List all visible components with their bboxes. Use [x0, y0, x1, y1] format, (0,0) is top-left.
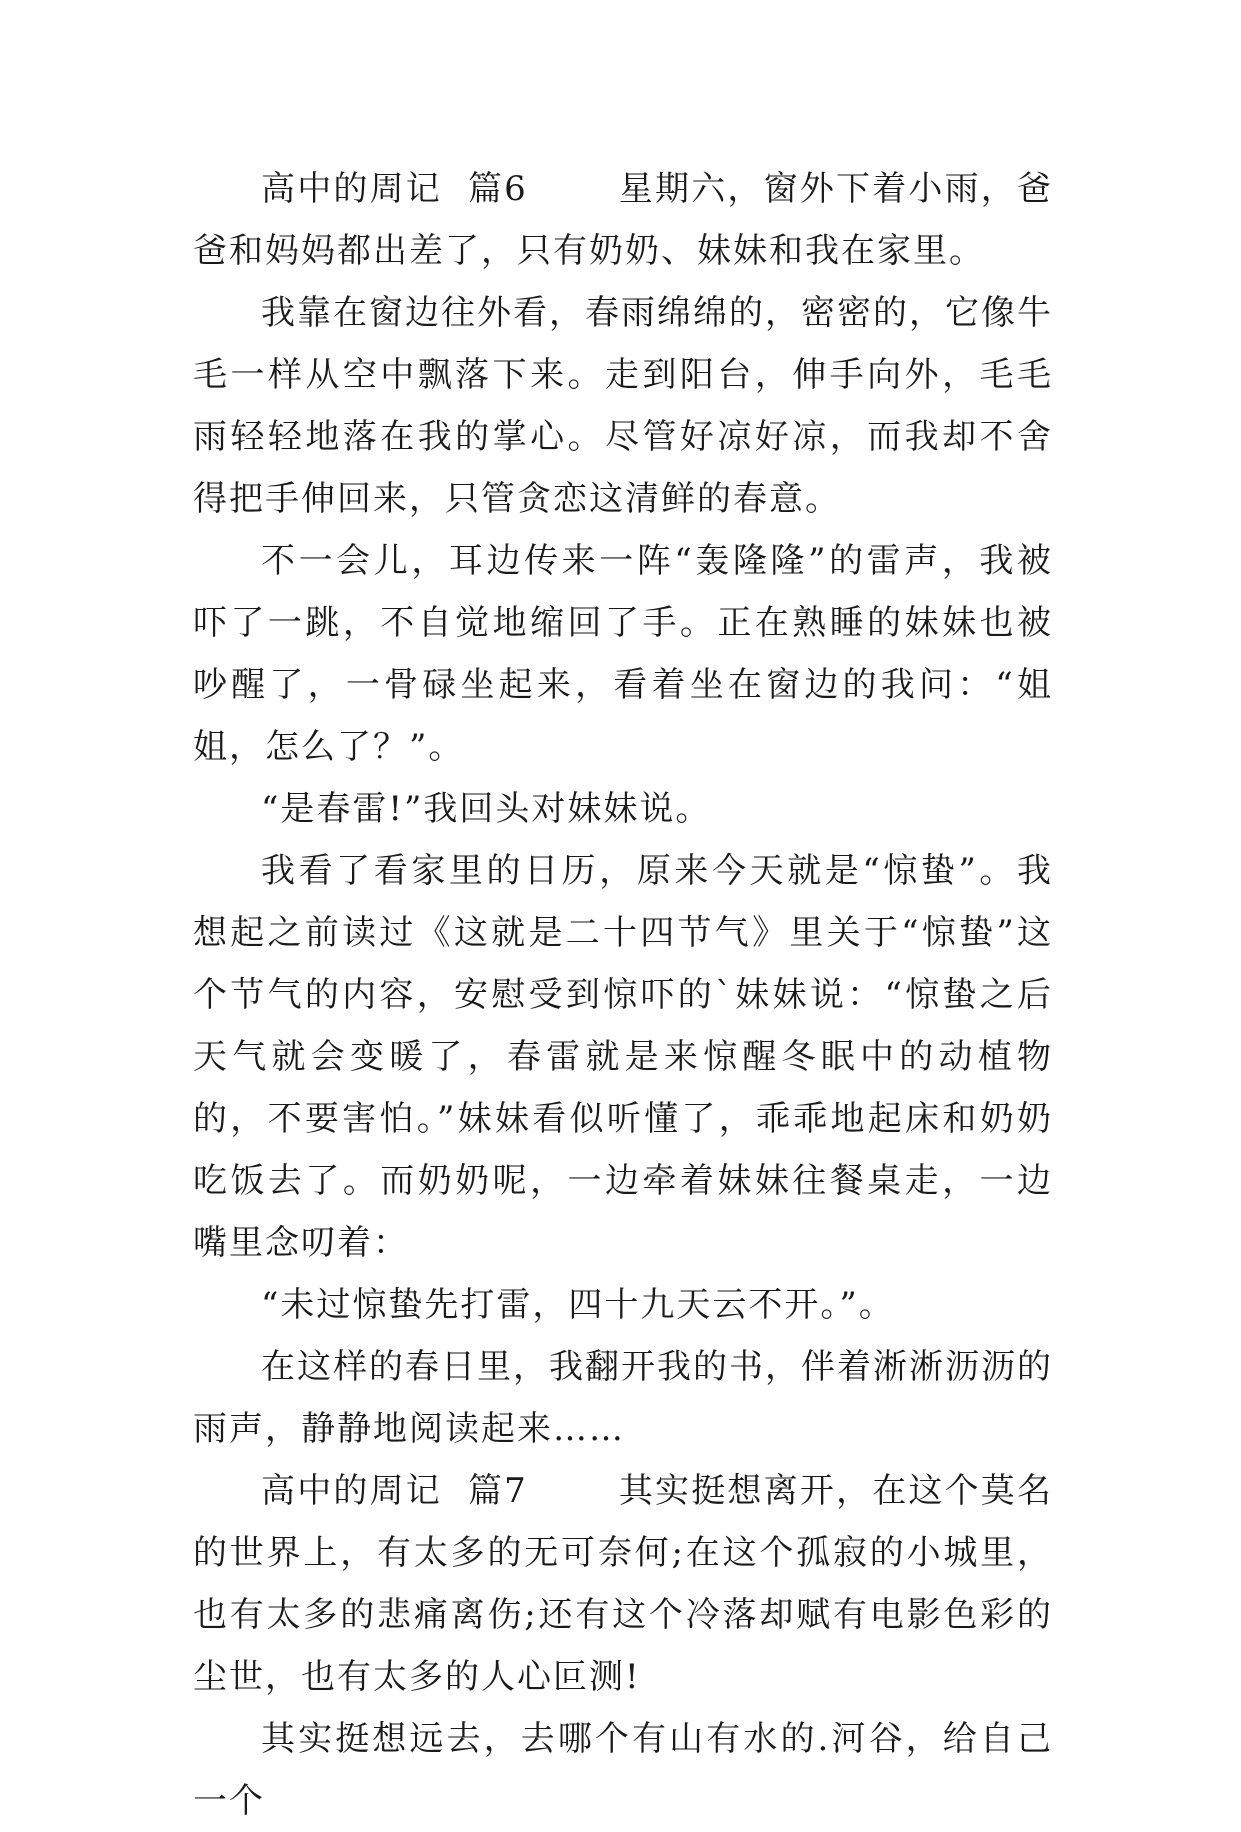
paragraph-1: 高中的周记 篇6 星期六，窗外下着小雨，爸爸和妈妈都出差了，只有奶奶、妹妹和我在家里。: [193, 169, 1053, 271]
paragraph-5: 我看了看家里的日历，原来今天就是“惊蛰”。我想起之前读过《这就是二十四节气》里关于“惊蛰”这个节气的内容，安慰受到惊吓的`妹妹说：“惊蛰之后天气就会变暖了，春雷就是来惊醒冬眠中的动植物的，不要害怕。”妹妹看似听懂了，乖乖地起床和奶奶吃饭去了。而奶奶呢，一边牵着妹妹往餐桌走，一边嘴里念叨着：: [193, 851, 1053, 1263]
paragraph-7: 在这样的春日里，我翻开我的书，伴着淅淅沥沥的雨声，静静地阅读起来……: [193, 1347, 1053, 1449]
paragraph-4: “是春雷!”我回头对妹妹说。: [261, 789, 712, 829]
paragraph-3: 不一会儿，耳边传来一阵“轰隆隆”的雷声，我被吓了一跳，不自觉地缩回了手。正在熟睡的妹妹也被吵醒了，一骨碌坐起来，看着坐在窗边的我问：“姐姐，怎么了？”。: [193, 541, 1053, 767]
paragraph-2: 我靠在窗边往外看，春雨绵绵的，密密的，它像牛毛一样从空中飘落下来。走到阳台，伸手向外，毛毛雨轻轻地落在我的掌心。尽管好凉好凉，而我却不舍得把手伸回来，只管贪恋这清鲜的春意。: [193, 293, 1053, 519]
paragraph-8: 高中的周记 篇7 其实挺想离开，在这个莫名的世界上，有太多的无可奈何;在这个孤寂的小城里，也有太多的悲痛离伤;还有这个冷落却赋有电影色彩的尘世，也有太多的人心叵测!: [193, 1471, 1053, 1697]
paragraph-9: 其实挺想远去，去哪个有山有水的.河谷，给自己一个: [193, 1719, 1053, 1821]
paragraph-6: “未过惊蛰先打雷，四十九天云不开。”。: [261, 1285, 895, 1325]
document-body: [193, 158, 1053, 1832]
